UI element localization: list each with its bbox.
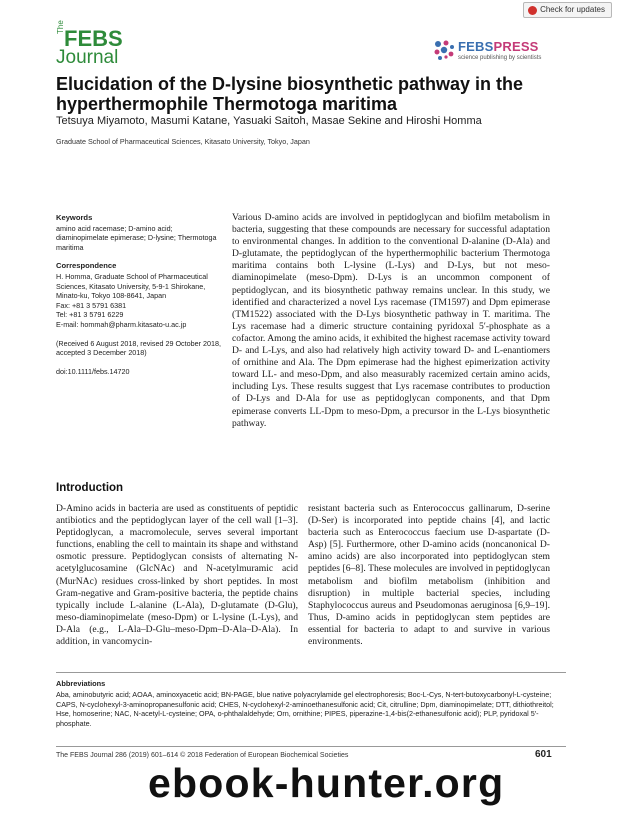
- introduction-column-1: D-Amino acids in bacteria are used as constituents of peptidic antibiotics and the peptidoglycan layer of the cell wall [1–3]. Peptidoglycan, a macromolecule, serves several important functions, enabling the cell to maintain its shape and withstand osmotic pressure. Peptidoglycan consists of alternating N-acetylglucosamine (GlcNAc) and N-acetylmuramic acid (MurNAc) residues cross-linked by short peptides. In most Gram-negative and Gram-positive bacteria, the peptide chains typically include L-alanine (L-Ala), D-glutamate (D-Glu), meso-diaminopimelate (meso-Dpm) or L-lysine (L-Lys), and D-Ala (e.g., L-Ala–D-Glu–meso-Dpm–D-Ala–D-Ala). In addition, in vancomycin-: [56, 503, 298, 648]
- febs-press-dots-icon: [432, 38, 456, 62]
- footer-divider: [56, 746, 566, 747]
- keywords-heading: Keywords: [56, 213, 93, 222]
- article-authors: Tetsuya Miyamoto, Masumi Katane, Yasuaki Saitoh, Masae Sekine and Hiroshi Homma: [56, 115, 482, 127]
- crossmark-icon: [528, 6, 537, 15]
- introduction-column-2: resistant bacteria such as Enterococcus gallinarum, D-serine (D-Ser) is incorporated into peptide chains [4], and lactic bacteria such as Enterococcus faecium use D-aspartate (D-Asp) [5]. Furthermore, other D-amino acids (noncanonical D-amino acids) are also incorporated into peptidoglycan stem peptides [6–8]. These molecules are involved in peptidoglycan metabolism and biofilm metabolism (inhibition and disruption) in multiple bacterial species, including Staphylococcus aureus and Pseudomonas aeruginosa [6,9–19]. Thus, D-amino acids in peptidoglycan stem peptides are essential for bacteria to adapt to and survive in various environments.: [308, 503, 550, 648]
- article-title: Elucidation of the D-lysine biosynthetic pathway in the hyperthermophile Thermotoga maritima: [56, 74, 524, 114]
- footer-citation: The FEBS Journal 286 (2019) 601–614 © 2018 Federation of European Biochemical Societies: [56, 752, 349, 759]
- journal-logo-journal: Journal: [56, 47, 119, 68]
- correspondence-heading: Correspondence: [56, 261, 117, 271]
- article-sidebar: [56, 213, 224, 385]
- check-for-updates-label: Check for updates: [540, 5, 605, 14]
- doi-link[interactable]: doi:10.1111/febs.14720: [56, 366, 130, 376]
- received-dates: (Received 6 August 2018, revised 29 October 2018, accepted 3 December 2018): [56, 338, 222, 358]
- correspondence-fax: Fax: +81 3 5791 6381: [56, 300, 127, 310]
- check-for-updates-button[interactable]: [523, 2, 612, 18]
- febs-press-name: [458, 39, 539, 54]
- abbreviations-heading: Abbreviations: [56, 679, 106, 688]
- febs-press-febs: FEBS: [458, 39, 494, 54]
- correspondence-tel: Tel: +81 3 5791 6229: [56, 310, 124, 320]
- abbreviations-divider: [56, 672, 566, 673]
- journal-logo-febs: FEBS: [64, 26, 123, 51]
- keywords-text: amino acid racemase; D-amino acid; diaminopimelate epimerase; D-lysine; Thermotoga maritima: [56, 223, 217, 252]
- introduction-heading: Introduction: [56, 482, 124, 494]
- correspondence-email[interactable]: E-mail: hommah@pharm.kitasato-u.ac.jp: [56, 319, 187, 329]
- febs-press-logo: [432, 38, 562, 68]
- page-number: 601: [535, 749, 552, 760]
- abbreviations-text: Aba, aminobutyric acid; AOAA, aminoxyacetic acid; BN-PAGE, blue native polyacrylamide gel electrophoresis; Boc-L-Cys, N-tert-butoxycarbonyl-L-cysteine; CAPS, N-cyclohexyl-3-aminopropanesulfonic acid; CHES, N-cyclohexyl-2-aminoethanesulfonic acid; Cit, citrulline; Dpm, diaminopimelate; DTT, dithiothreitol; Hse, homoserine; NAC, N-acetyl-L-cysteine; OPA, o-phthalaldehyde; Orn, ornithine; PIPES, piperazine-1,4-bis(2-ethanesulfonic acid); PLP, pyridoxal 5′-phosphate.: [56, 690, 554, 728]
- watermark: ebook-hunter.org: [148, 760, 505, 806]
- abstract-text: Various D-amino acids are involved in peptidoglycan and biofilm metabolism in bacteria, suggesting that these compounds are necessary for successful adaptation to environmental changes. In addition to the conventional D-alanine (D-Ala) and D-glutamate, the peptidoglycan of the hyperthermophilic bacterium Thermotoga maritima contains both L-lysine (L-Lys) and D-Lys, but not meso-diaminopimelate (meso-Dpm). D-Lys is an uncommon component of peptidoglycan, and its biosynthetic pathway remains unclear. In this study, we identified and characterized a novel Lys racemase (TM1597) and Dpm epimerase (TM1522) associated with the D-Lys biosynthetic pathway in T. maritima. The Lys racemase had a dimeric structure containing pyridoxal 5′-phosphate as a cofactor. Among the amino acids, it exhibited the highest racemase activity toward D- and L-Lys, and also had relatively high activity toward D- and L-enantiomers of ornithine and Ala. The Dpm epimerase had the highest epimerization activity toward LL- and meso-Dpm, and also measurably racemized certain amino acids, including Lys. These results suggest that Lys racemase contributes to production of D-Lys and D-Ala for use as peptidoglycan components, and that Dpm epimerase converts LL-Dpm to meso-Dpm, a precursor in the L-Lys biosynthetic pathway.: [232, 212, 550, 429]
- febs-press-press: PRESS: [493, 39, 539, 54]
- article-affiliation: Graduate School of Pharmaceutical Sciences, Kitasato University, Tokyo, Japan: [56, 137, 310, 146]
- correspondence-address: H. Homma, Graduate School of Pharmaceutical Sciences, Kitasato University, 5-9-1 Shirokane, Minato-ku, Tokyo 108-8641, Japan: [56, 271, 208, 301]
- journal-logo-the: The: [56, 20, 65, 34]
- febs-press-tagline: science publishing by scientists: [458, 55, 542, 61]
